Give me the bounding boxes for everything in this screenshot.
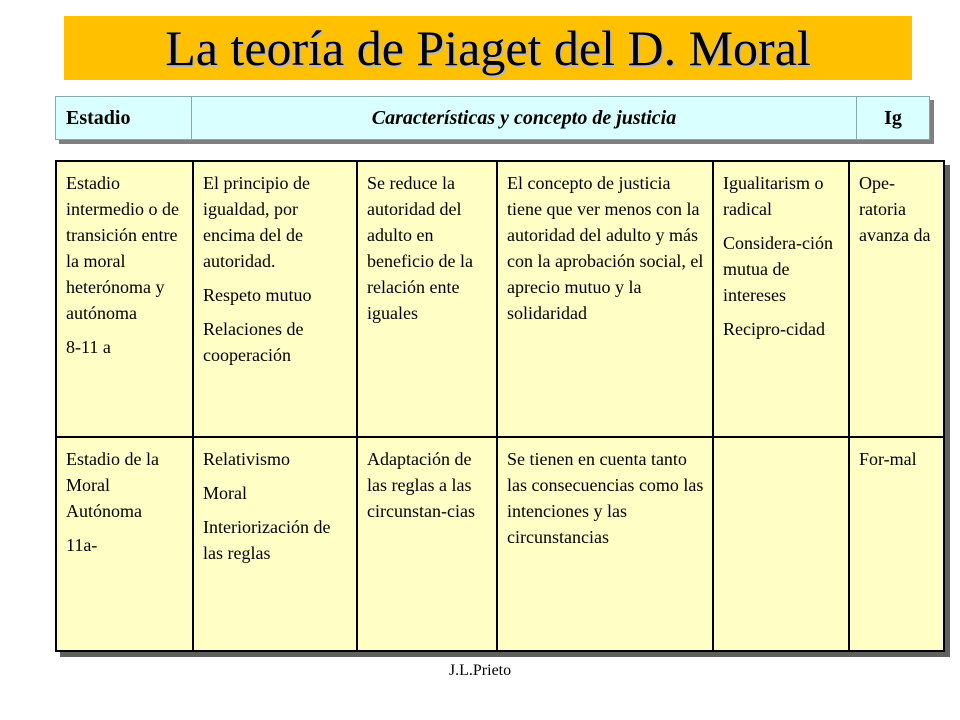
cell-text: For-mal bbox=[859, 449, 917, 469]
header-caracteristicas: Características y concepto de justicia bbox=[192, 97, 857, 140]
cell-justicia bbox=[497, 161, 713, 437]
header-table bbox=[55, 96, 930, 140]
cell-text: 11a- bbox=[66, 535, 98, 555]
cell-estadio bbox=[56, 437, 193, 651]
header-estadio: Estadio bbox=[56, 97, 192, 140]
cell-text: Ope-ratoria avanza da bbox=[859, 173, 931, 245]
cell-text: Interiorización de las reglas bbox=[203, 517, 331, 563]
cell-justicia bbox=[497, 437, 713, 651]
cell-text: El principio de igualdad, por encima del de autoridad. bbox=[203, 173, 310, 271]
table-row bbox=[56, 437, 944, 651]
cell-autoridad bbox=[357, 161, 497, 437]
cell-igualdad bbox=[713, 161, 849, 437]
cell-inteligencia bbox=[849, 161, 944, 437]
cell-text: Se tienen en cuenta tanto las consecuencias como las intenciones y las circunstancias bbox=[507, 449, 704, 547]
cell-text: Igualitarism o radical bbox=[723, 173, 824, 219]
cell-text: 8-11 a bbox=[66, 337, 111, 357]
cell-text: Recipro-cidad bbox=[723, 319, 825, 339]
cell-inteligencia bbox=[849, 437, 944, 651]
cell-text: Se reduce la autoridad del adulto en beneficio de la relación ente iguales bbox=[367, 173, 473, 323]
cell-text: Considera-ción mutua de intereses bbox=[723, 233, 833, 305]
cell-text: Relativismo bbox=[203, 449, 290, 469]
cell-text: Estadio intermedio o de transición entre la moral heterónoma y autónoma bbox=[66, 173, 179, 323]
cell-text: El concepto de justicia tiene que ver menos con la autoridad del adulto y más con la aprobación social, el aprecio mutuo y la solidaridad bbox=[507, 173, 704, 323]
cell-igualdad bbox=[713, 437, 849, 651]
cell-estadio bbox=[56, 161, 193, 437]
cell-text: Moral bbox=[203, 483, 247, 503]
slide-title: La teoría de Piaget del D. Moral bbox=[165, 20, 811, 76]
footer-author: J.L.Prieto bbox=[448, 662, 512, 679]
cell-text: Relaciones de cooperación bbox=[203, 319, 304, 365]
cell-text: Adaptación de las reglas a las circunstan-cias bbox=[367, 449, 475, 521]
cell-principio bbox=[193, 437, 357, 651]
header-ig: Ig bbox=[857, 97, 930, 140]
header-row bbox=[56, 97, 930, 140]
cell-autoridad bbox=[357, 437, 497, 651]
cell-text: Estadio de la Moral Autónoma bbox=[66, 449, 159, 521]
cell-principio bbox=[193, 161, 357, 437]
stages-table bbox=[55, 160, 945, 652]
table-row bbox=[56, 161, 944, 437]
cell-text: Respeto mutuo bbox=[203, 285, 312, 305]
